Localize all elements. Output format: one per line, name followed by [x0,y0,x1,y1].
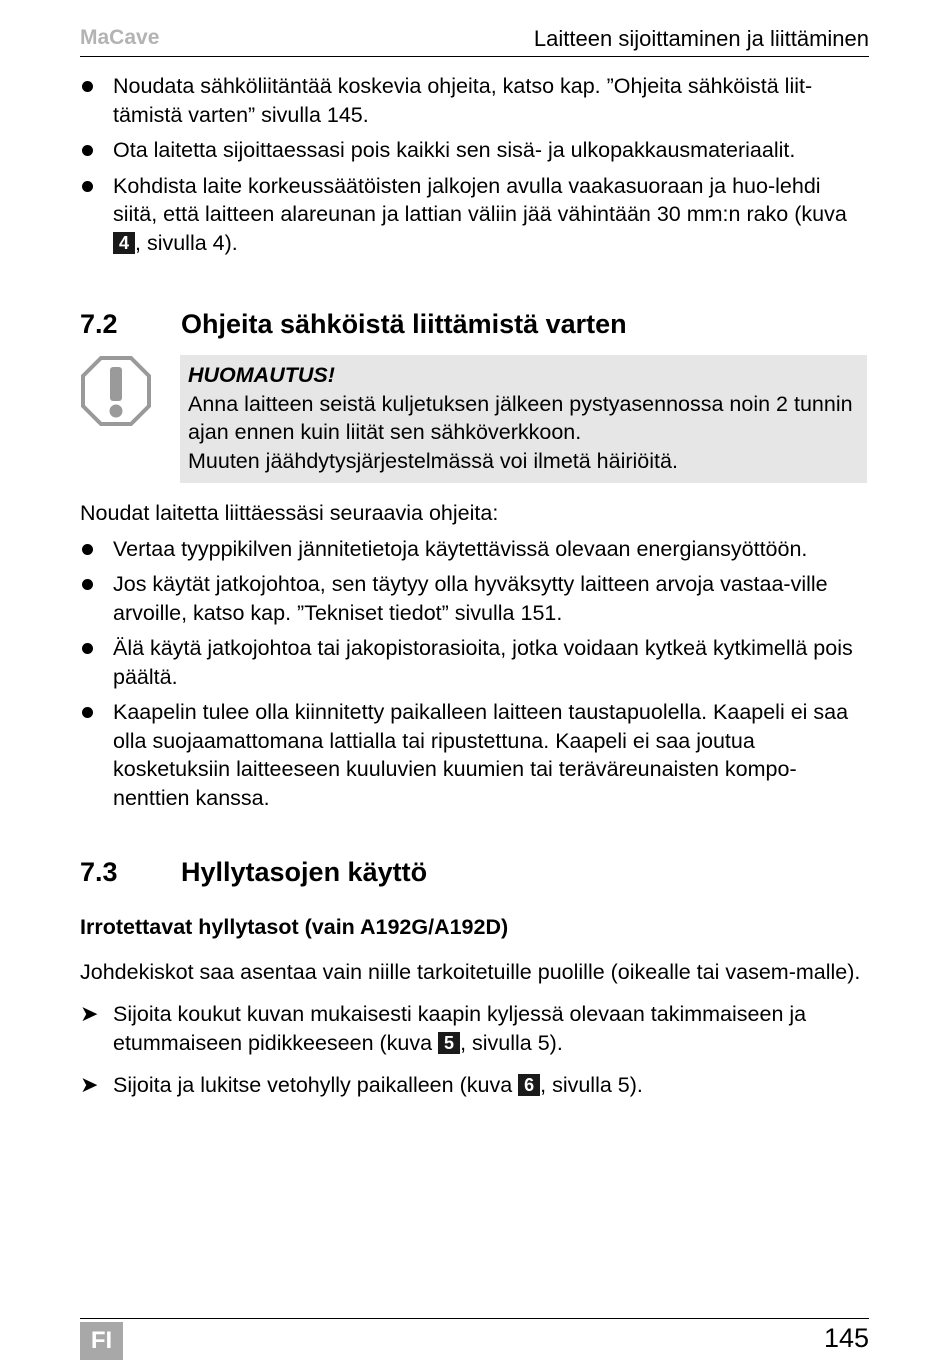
section-heading-7-2 [80,309,869,345]
figure-reference: 5 [438,1032,460,1054]
section-title: Hyllytasojen käyttö [181,857,428,887]
section-heading-7-3 [80,857,869,893]
bullet-icon [82,707,93,718]
notice-text: Anna laitteen seistä kuljetuksen jälkeen pystyasennossa noin 2 tunnin ajan ennen kuin liität sen sähköverkkoon. [188,391,853,444]
bullet-icon [82,643,93,654]
figure-reference: 6 [518,1074,540,1096]
page-footer [80,1318,869,1361]
section-number: 7.3 [80,857,118,887]
page-header [80,22,869,57]
bullet-icon [82,544,93,555]
bullet-icon [82,579,93,590]
page-content [80,72,869,1114]
page-number: 145 [823,1323,869,1353]
list-item: Kaapelin tulee olla kiinnitetty paikalleen laitteen taustapuolella. Kaapeli ei saa olla suojaamattomana lattialla tai ripustettuna. Kaapeli ei saa joutua kosketuksiin laitteeseen kuuluvien kuumien tai teräväreunaisten kompo-nenttien kanssa. [80,698,869,812]
section-title: Ohjeita sähköistä liittämistä varten [181,309,627,339]
step-list [80,1000,869,1100]
arrow-right-icon: ➤ [80,1072,99,1097]
step-item: ➤ Sijoita koukut kuvan mukaisesti kaapin kyljessä olevaan takimmaiseen ja etummaiseen pidikkeeseen (kuva 5 , sivulla 5). [80,1001,807,1055]
connection-bullet-list [80,535,869,813]
step-item: ➤ Sijoita ja lukitse vetohylly paikalleen (kuva 6 , sivulla 5). [80,1071,869,1100]
warning-octagon-icon [80,355,152,427]
section-number: 7.2 [80,309,118,339]
intro-bullet-list [80,72,869,257]
brand-name: MaCave [80,26,160,49]
list-item: Ota laitetta sijoittaessasi pois kaikki sen sisä- ja ulkopakkausmateriaalit. [80,136,869,165]
arrow-right-icon: ➤ [80,1001,99,1026]
bullet-icon [82,145,93,156]
list-item: Vertaa tyyppikilven jännitetietoja käytettävissä olevaan energiansyöttöön. [80,535,869,564]
figure-reference: 4 [113,232,135,254]
list-item: Kohdista laite korkeussäätöisten jalkojen avulla vaakasuoraan ja huo-lehdi siitä, että laitteen alareunan ja lattian väliin jää vähintään 30 mm:n rako (kuva 4 , sivulla 4). [80,172,869,258]
bullet-icon [82,81,93,92]
lead-paragraph: Noudat laitetta liittäessäsi seuraavia ohjeita: [80,501,499,525]
bullet-icon [82,181,93,192]
language-badge: FI [80,1322,123,1360]
notice-text: Muuten jäähdytysjärjestelmässä voi ilmetä häiriöitä. [188,448,678,473]
subheading: Irrotettavat hyllytasot (vain A192G/A192D) [80,915,509,939]
list-item: Älä käytä jatkojohtoa tai jakopistorasioita, jotka voidaan kytkeä kytkimellä pois päältä. [80,634,869,691]
body-paragraph: Johdekiskot saa asentaa vain niille tarkoitetuille puolille (oikealle tai vasem-malle). [80,959,861,984]
notice-box [180,355,867,483]
list-item: Jos käytät jatkojohtoa, sen täytyy olla hyväksytty laitteen arvoja vastaa-ville arvoille, katso kap. ”Tekniset tiedot” sivulla 151. [80,570,869,627]
list-item: Noudata sähköliitäntää koskevia ohjeita, katso kap. ”Ohjeita sähköistä liit-tämistä varten” sivulla 145. [80,72,869,129]
notice-label: HUOMAUTUS! [188,363,335,387]
notice-block [80,355,869,483]
chapter-title: Laitteen sijoittaminen ja liittäminen [533,26,869,51]
